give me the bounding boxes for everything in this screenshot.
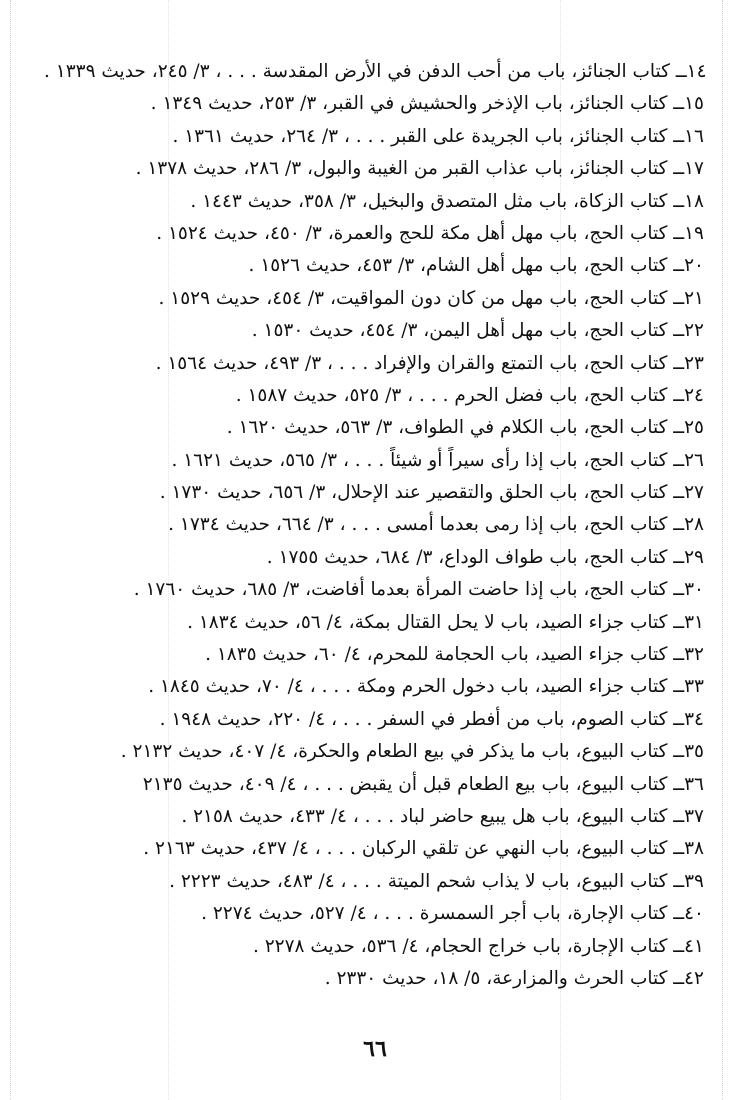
entry-text: ٢٦ــ كتاب الحج، باب إذا رأى سيراً أو شيئاً . . . ، ٣/ ٥٦٥، حديث ١٦٢١ . [171, 449, 704, 471]
reference-entry-17 [44, 153, 704, 185]
reference-entry-37 [44, 801, 704, 833]
reference-entry-40 [44, 898, 704, 930]
entry-text: ٤٠ــ كتاب الإجارة، باب أجر السمسرة . . . ، ٤/ ٥٢٧، حديث ٢٢٧٤ . [201, 903, 704, 925]
reference-entry-41 [44, 931, 704, 963]
entry-text: ٢٣ــ كتاب الحج، باب التمتع والقران والإفراد . . . ، ٣/ ٤٩٣، حديث ١٥٦٤ . [155, 352, 704, 374]
reference-entry-35 [44, 736, 704, 768]
entry-text: ٣٦ــ كتاب البيوع، باب بيع الطعام قبل أن يقبض . . . ، ٤/ ٤٠٩، حديث ٢١٣٥ [142, 773, 704, 795]
reference-entry-24 [44, 380, 704, 412]
reference-entry-31 [44, 607, 704, 639]
reference-entry-16 [44, 121, 704, 153]
entry-text: ١٧ــ كتاب الجنائز، باب عذاب القبر من الغيبة والبول، ٣/ ٢٨٦، حديث ١٣٧٨ . [135, 158, 704, 180]
reference-list [44, 56, 707, 995]
entry-text: ٣٣ــ كتاب جزاء الصيد، باب دخول الحرم ومكة . . . ، ٤/ ٧٠، حديث ١٨٤٥ . [148, 676, 704, 698]
reference-entry-34 [44, 704, 704, 736]
entry-text: ٣٤ــ كتاب الصوم، باب من أفطر في السفر . . . ، ٤/ ٢٢٠، حديث ١٩٤٨ . [159, 708, 704, 730]
entry-text: ٢٧ــ كتاب الحج، باب الحلق والتقصير عند الإحلال، ٣/ ٦٥٦، حديث ١٧٣٠ . [159, 482, 704, 504]
entry-text: ٣٧ــ كتاب البيوع، باب هل يبيع حاضر لباد . . . ، ٤/ ٤٣٣، حديث ٢١٥٨ . [181, 805, 704, 827]
reference-entry-36 [44, 769, 704, 801]
reference-entry-27 [44, 477, 704, 509]
entry-text: ٢٠ــ كتاب الحج، باب مهل أهل الشام، ٣/ ٤٥٣، حديث ١٥٢٦ . [248, 255, 704, 277]
entry-text: ١٩ــ كتاب الحج، باب مهل أهل مكة للحج والعمرة، ٣/ ٤٥٠، حديث ١٥٢٤ . [156, 222, 704, 244]
scan-margin-right [722, 0, 723, 1100]
reference-entry-39 [44, 866, 704, 898]
reference-entry-18 [44, 186, 704, 218]
entry-text: ٣١ــ كتاب جزاء الصيد، باب لا يحل القتال بمكة، ٤/ ٥٦، حديث ١٨٣٤ . [187, 611, 704, 633]
entry-text: ٣٥ــ كتاب البيوع، باب ما يذكر في بيع الطعام والحكرة، ٤/ ٤٠٧، حديث ٢١٣٢ . [120, 741, 704, 763]
scan-margin-left [10, 0, 11, 1100]
entry-text: ٣٠ــ كتاب الحج، باب إذا حاضت المرأة بعدما أفاضت، ٣/ ٦٨٥، حديث ١٧٦٠ . [133, 579, 704, 601]
reference-entry-32 [44, 639, 704, 671]
page-number: ٦٦ [363, 1036, 387, 1062]
reference-entry-29 [44, 542, 704, 574]
entry-text: ٢٨ــ كتاب الحج، باب إذا رمى بعدما أمسى . . . ، ٣/ ٦٦٤، حديث ١٧٣٤ . [168, 514, 704, 536]
entry-text: ٣٢ــ كتاب جزاء الصيد، باب الحجامة للمحرم، ٤/ ٦٠، حديث ١٨٣٥ . [205, 644, 704, 666]
reference-entry-21 [44, 283, 704, 315]
entry-text: ٢٥ــ كتاب الحج، باب الكلام في الطواف، ٣/ ٥٦٣، حديث ١٦٢٠ . [226, 417, 704, 439]
reference-entry-33 [44, 671, 704, 703]
reference-entry-23 [44, 348, 704, 380]
entry-text: ١٦ــ كتاب الجنائز، باب الجريدة على القبر . . . ، ٣/ ٢٦٤، حديث ١٣٦١ . [172, 125, 704, 147]
entry-text: ١٤ــ كتاب الجنائز، باب من أحب الدفن في الأرض المقدسة . . . ، ٣/ ٢٤٥، حديث ١٣٣٩ . [44, 61, 707, 82]
reference-entry-20 [44, 250, 704, 282]
reference-entry-42 [44, 963, 704, 995]
entry-text: ٢١ــ كتاب الحج، باب مهل من كان دون المواقيت، ٣/ ٤٥٤، حديث ١٥٢٩ . [158, 287, 704, 309]
entry-text: ٤٢ــ كتاب الحرث والمزارعة، ٥/ ١٨، حديث ٢٣٣٠ . [324, 967, 704, 989]
entry-text: ٤١ــ كتاب الإجارة، باب خراج الحجام، ٤/ ٥٣٦، حديث ٢٢٧٨ . [252, 935, 704, 957]
entry-text: ١٥ــ كتاب الجنائز، باب الإذخر والحشيش في القبر، ٣/ ٢٥٣، حديث ١٣٤٩ . [150, 93, 704, 115]
entry-text: ٢٤ــ كتاب الحج، باب فضل الحرم . . . ، ٣/ ٥٢٥، حديث ١٥٨٧ . [235, 384, 704, 406]
reference-entry-19 [44, 218, 704, 250]
reference-entry-15 [44, 88, 704, 120]
reference-entry-25 [44, 412, 704, 444]
entry-text: ٣٩ــ كتاب البيوع، باب لا يذاب شحم الميتة . . . ، ٤/ ٤٨٣، حديث ٢٢٢٣ . [169, 870, 704, 892]
entry-text: ٢٢ــ كتاب الحج، باب مهل أهل اليمن، ٣/ ٤٥٤، حديث ١٥٣٠ . [251, 320, 704, 342]
reference-entry-38 [44, 833, 704, 865]
entry-text: ٢٩ــ كتاب الحج، باب طواف الوداع، ٣/ ٦٨٤، حديث ١٧٥٥ . [266, 546, 704, 568]
reference-entry-22 [44, 315, 704, 347]
reference-entry-28 [44, 509, 704, 541]
entry-text: ٣٨ــ كتاب البيوع، باب النهي عن تلقي الركبان . . . ، ٤/ ٤٣٧، حديث ٢١٦٣ . [143, 838, 704, 860]
entry-text: ١٨ــ كتاب الزكاة، باب مثل المتصدق والبخيل، ٣/ ٣٥٨، حديث ١٤٤٣ . [190, 190, 704, 212]
reference-entry-14 [44, 56, 707, 88]
reference-entry-30 [44, 574, 704, 606]
reference-entry-26 [44, 445, 704, 477]
